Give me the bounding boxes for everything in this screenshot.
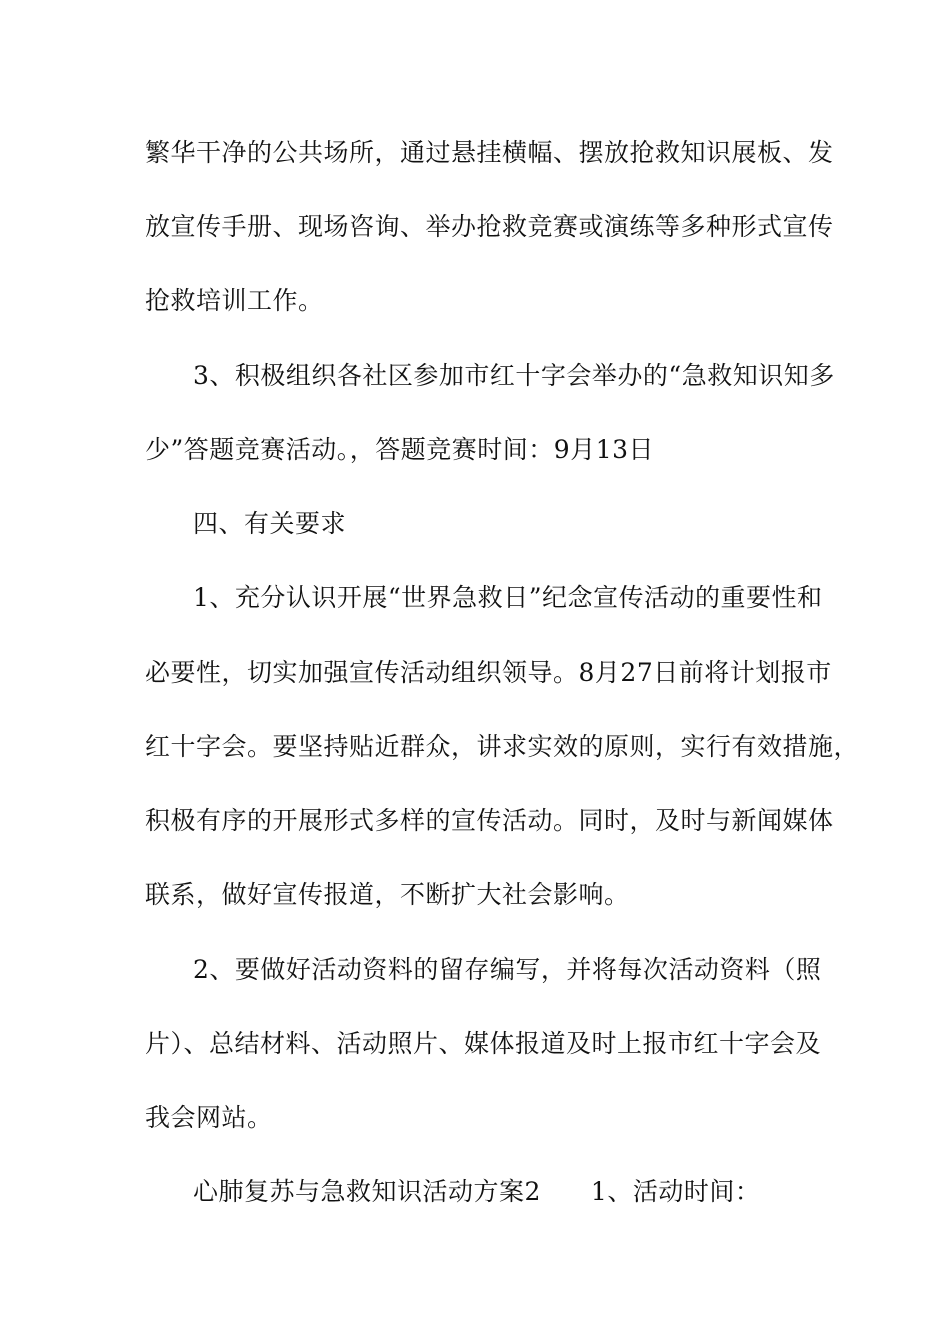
paragraph-line: 红十字会。要坚持贴近群众，讲求实效的原则，实行有效措施， — [145, 732, 860, 761]
activity-time-item: 1、活动时间： — [590, 1177, 761, 1206]
paragraph-line: 我会网站。 — [145, 1103, 273, 1132]
section-heading: 四、有关要求 — [193, 509, 347, 538]
paragraph-line: 必要性，切实加强宣传活动组织领导。8月27日前将计划报市 — [145, 658, 832, 687]
paragraph-line: 3、积极组织各社区参加市红十字会举办的“急救知识知多 — [193, 361, 835, 390]
paragraph-line: 片）、总结材料、活动照片、媒体报道及时上报市红十字会及 — [145, 1029, 822, 1058]
paragraph-line: 1、充分认识开展“世界急救日”纪念宣传活动的重要性和 — [193, 583, 823, 612]
paragraph-line: 联系，做好宣传报道，不断扩大社会影响。 — [145, 880, 630, 909]
paragraph-line: 抢救培训工作。 — [145, 286, 324, 315]
plan-title-line — [193, 1175, 893, 1209]
paragraph-line: 积极有序的开展形式多样的宣传活动。同时，及时与新闻媒体 — [145, 806, 834, 835]
paragraph-line: 少”答题竞赛活动。，答题竞赛时间：9月13日 — [145, 435, 654, 464]
paragraph-line: 2、要做好活动资料的留存编写，并将每次活动资料（照 — [193, 955, 822, 984]
plan-title: 心肺复苏与急救知识活动方案2 — [193, 1177, 541, 1206]
paragraph-line: 放宣传手册、现场咨询、举办抢救竞赛或演练等多种形式宣传 — [145, 212, 834, 241]
paragraph-line: 繁华干净的公共场所，通过悬挂横幅、摆放抢救知识展板、发 — [145, 138, 834, 167]
